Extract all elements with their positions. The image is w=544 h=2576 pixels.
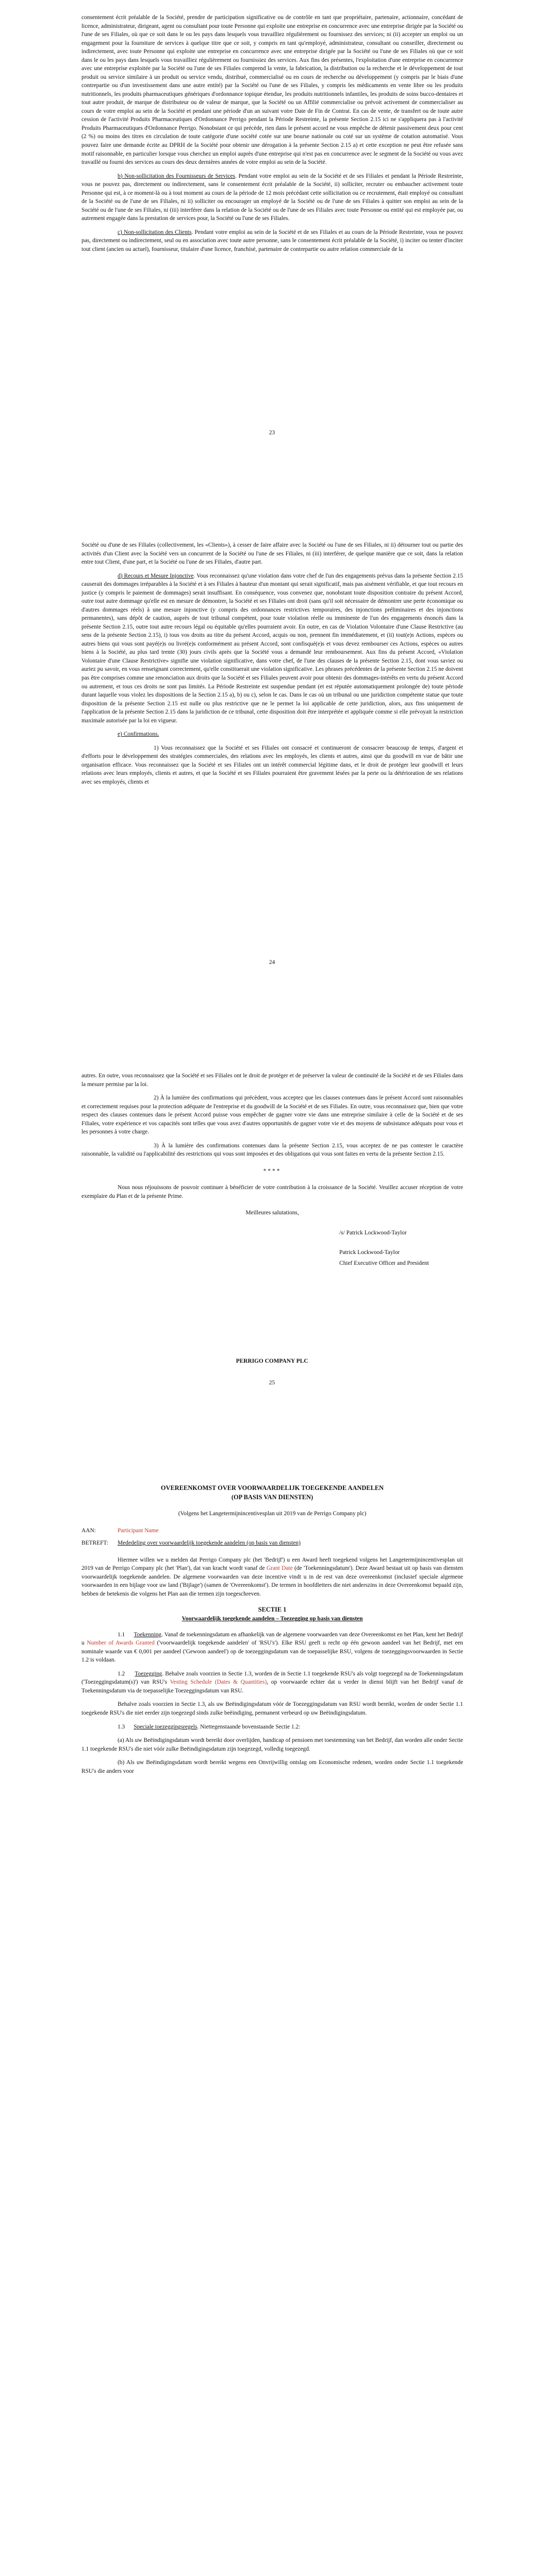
paragraph-1-1: 1.1 Toekenning. Vanaf de toekenningsdatum en afhankelijk van de algemene voorwaarden van deze Overeenkomst en het Plan, kent het Bedrijf u Number of Awards Granted ('voorwaardelijk toegekende aandelen' of 'RSU's'). Elke RSU geeft u recht op één gewoon aandeel van het Bedrijf, met een nominale waarde van € 0,001 per aandeel ('Gewoon aandeel') op de toezeggingsdatum van de toepasselijke RSU, volgens de toezeggingsvoorwaarden in Sectie 1.2 is voldaan. xyxy=(81,1631,464,1664)
paragraph-confirmations-heading xyxy=(81,730,463,739)
separator-stars: **** xyxy=(263,1167,282,1174)
heading: e) Confirmations. xyxy=(118,731,159,738)
paragraph: consentement écrit préalable de la Société, prendre de participation significative ou de contrôle en tant que propriétaire, partenaire, actionnaire, concédant de licence, administrateur, dirigeant, agent ou consultant pour toute Personne qui exploite une entreprise en concurrence avec une entreprise dirigée par la Société ou l'une de ses Filiales, où que ce soit dans le ou les pays dans lesquels vous travailliez régulièrement ou fournissez des services; ni (ii) accepter un emploi ou un engagement pour la fourniture de services à quelque titre que ce soit, y compris en tant qu'employé, administrateur, consultant ou conseiller, directement ou indirectement, avec toute Personne qui exploite une entreprise en concurrence avec une entreprise dirigée par la Société ou l'une de ses Filiales où que ce soit dans le ou les pays dans lesquels vous travailliez régulièrement ou fournissiez des services. Aux fins des présentes, l'exploitation d'une entreprise en concurrence avec une entreprise exploitée par la Société ou l'une de ses Filiales comprend la vente, la fabrication, la distribution ou la recherche et le développement de tout produit ou service similaire à un produit ou service vendu, distribué, commercialisé ou en cours de recherche ou développement (y compris par le biais d'une contrepartie ou d'un investissement dans une autre entité) par la Société ou l'une de ses Filiales, y compris les médicaments en vente libre ou les produits nutritionnels, les produits pharmaceutiques génériques d'ordonnance topique étendue, les produits nutritionnels infantiles, les produits de soins bucco-dentaires et tout autre produit, de marque de distributeur ou de valeur de marque, que la Société ou un Affilié commercialise ou prévoit activement de commercialiser au cours de votre emploi au sein de la Société et pendant une période d'un an suivant votre Date de Fin de Contrat. En cas de vente, de transfert ou de toute autre cession de l'activité Produits Pharmaceutiques d'Ordonnance Perrigo pendant la Période Restreinte, la présente Section 2.15 ici ne s'appliquera pas à l'activité Produits Pharmaceutiques d'Ordonnance Perrigo. Nonobstant ce qui précède, rien dans le présent accord ne vous empêche de détenir passivement deux pour cent (2 %) ou moins des titres en circulation de toute catégorie d'une société cotée sur une bourse nationale ou coté sur un système de cotation automatisé. Vous pouvez faire une demande écrite au DPRH de la Société pour obtenir une dérogation à la présente Section 2.15 a) et cette exception ne peut être refusée sans motif raisonnable, en particulier lorsque vous cherchez un emploi auprès d'une entreprise qui n'est pas en concurrence avec le segment de la Société ou vous avez travaillé ou fourni des services au cours des deux dernières années de votre emploi au sein de la Société. xyxy=(81,14,463,166)
plan-reference: (Volgens het Langetermijnincentivesplan uit 2019 van de Perrigo Company plc) xyxy=(178,1510,367,1517)
participant-name: Participant Name xyxy=(118,1527,159,1534)
paragraph: Behalve zoals voorzien in Sectie 1.3, als uw Beëindigingsdatum vóór de Toezeggingsdatum van RSU wordt bereikt, worden de onder Sectie 1.1 toegekende RSU's die niet eerder zijn toegezegd sinds zulke beëindiging, permanent verbeurd op uw Beëindigingsdatum. xyxy=(81,1701,463,1716)
signer-role: Chief Executive Officer and President xyxy=(339,1260,429,1266)
section-subheading: Voorwaardelijk toegekende aandelen – Toezegging op basis van diensten xyxy=(182,1616,363,1622)
paragraph: Société ou d'une de ses Filiales (collectivement, les «Clients»), à cesser de faire affaire avec la Société ou l'une de ses Filiales, ni ii) détourner tout ou partie des activités d'un Client avec la Société vers un concurrent de la Société ou l'une de ses Filiales, ni (iii) interférer, de quelque manière que ce soit, dans la relation entre tout Client, d'une part, et la Société ou l'une de ses Filiales, d'autre part. xyxy=(81,542,463,566)
agreement-subtitle: (OP BASIS VAN DIENSTEN) xyxy=(231,1493,314,1501)
section-heading: SECTIE 1 xyxy=(258,1606,287,1614)
page-number: 24 xyxy=(269,959,275,965)
paragraph-non-solicitation-clients: c) Non-sollicitation des Clients. Pendant votre emploi au sein de la Société et de ses Filiales et au cours de la Période Restreinte, vous ne pouvez pas, directement ou indirectement, seul ou en association avec toute autre personne, sans le consentement écrit préalable de la Société, i) inciter ou tenter d'inciter tout client (ancien ou actuel), fournisseur, titulaire d'une licence, franchisé, partenaire de contrepartie ou autre relation commerciale de la xyxy=(81,229,463,252)
paragraph-1-3-a: (a) Als uw Beëindigingsdatum wordt bereikt door overlijden, handicap of pensioen met toestemming van het Bedrijf, dan worden alle onder Sectie 1.1 toegekende RSU's die niet vóór zulke Beëindigingsdatum zijn toegezegd, volledig toegezegd. xyxy=(81,1737,463,1752)
vesting-schedule-field: Vesting Schedule (Dates & Quantities) xyxy=(170,1679,267,1686)
paragraph-1-3-b: (b) Als uw Beëindigingsdatum wordt bereikt wegens een Onvrijwillig ontslag om Economische redenen, worden onder Sectie 1.1 toegekende RSU's die anders voor xyxy=(81,1759,463,1774)
signer-name: Patrick Lockwood-Taylor xyxy=(339,1249,400,1256)
signature: /s/ Patrick Lockwood-Taylor xyxy=(339,1229,407,1236)
paragraph-1-2: 1.2 Toezegging. Behalve zoals voorzien in Sectie 1.3, worden de in Sectie 1.1 toegekende RSU's als volgt toegezegd na de Toekenningsdatum ('Toezeggingsdatum(s)') van RSU's Vesting Schedule (Dates & Quantities), op voorwaarde echter dat u verder in dienst blijft van het Bedrijf vanaf de Toekenningsdatum via de toepasselijke Toezeggingsdatum van RSU. xyxy=(81,1670,463,1694)
agreement-title: OVEREENKOMST OVER VOORWAARDELIJK TOEGEKENDE AANDELEN xyxy=(160,1484,384,1492)
grant-date-field: Grant Date xyxy=(266,1565,293,1572)
paragraph-1-3: 1.3 Speciale toezeggingsregels. Niettegenstaande bovenstaande Sectie 1.2: xyxy=(118,1723,301,1730)
paragraph: autres. En outre, vous reconnaissez que la Société et ses Filiales ont le droit de protéger et de préserver la valeur de continuité de la Société et de ses Filiales dans la mesure permise par la loi. xyxy=(81,1073,463,1088)
page-24-body xyxy=(81,541,463,791)
paragraph-remedies: d) Recours et Mesure Injonctive. Vous reconnaissez qu'une violation dans votre chef de l'un des engagements prévus dans la présente Section 2.15 causerait des dommages irréparables à la Société et à ses Filiales à hauteur d'un montant qui serait significatif, mais pas aisément vérifiable, et que tout recours en justice (y compris le paiement de dommages) serait insuffisant. En conséquence, vous convenez que, nonobstant toute disposition contraire du présent Accord, outre tout autre dommage qu'elle est en mesure de démontrer, la Société et ses Filiales ont droit (sans qu'il soit nécessaire de démontrer une perte économique ou d'autres dommages réels) à une mesure injonctive (y compris des ordonnances restrictives temporaires, des injonctions préliminaires et des injonctions permanentes), sans dépôt de caution, auprès de tout tribunal compétent, pour toute violation réelle ou imminente de l'un des engagements énoncés dans la présente Section 2.15, outre tout autre recours légal ou équitable qu'elles pourraient avoir. En outre, en cas de Violation Volontaire d'une Clause Restrictive (au sens de la présente Section 2.15), i) tous vos droits au titre du présent Accord, acquis ou non, prennent fin immédiatement, et (ii) tout(e)s Actions, espèces ou autres biens qui vous sont payé(e)s ou livré(e)s conformément au présent Accord, sont confisqué(e)s et vous devez rembourser ces Actions, espèces ou autres biens à la Société, au plus tard trente (30) jours civils après que la Société vous a demandé leur remboursement. Aux fins du présent Accord, «Violation Volontaire d'une Clause Restrictive» signifie une violation significative, dans votre chef, de l'une des clauses de la présente Section 2.15, dont vous saviez ou auriez pu savoir, en vous renseignant correctement, qu'elle constituerait une violation significative. Les phrases précédentes de la présente Section 2.15 ne doivent pas être comprises comme une renonciation aux droits que la Société et ses Filiales peuvent avoir pour obtenir des dommages-intérêts en vertu du présent Accord ou autrement, et tous ces droits ne sont pas limités. La Période Restreinte est suspendue pendant (et est réputée automatiquement prolongée de) toute période durant laquelle vous violez les dispositions de la Section 2.15 a), b) ou c), selon le cas. Dans le cas où un tribunal ou une juridiction compétente statue que toute disposition de la présente Section 2.15 est nulle ou plus restrictive que ne le permet la loi applicable de cette juridiction, alors, aux fins uniquement de l'application de la présente Section 2.15 dans la juridiction de ce tribunal, cette disposition doit être interprétée et appliquée comme si elle prévoyait la restriction maximale autorisée par la loi en vigueur. xyxy=(81,572,463,724)
subject-label: BETREFT: xyxy=(81,1540,108,1547)
paragraph: Nous nous réjouissons de pouvoir continuer à bénéficier de votre contribution à la croissance de la Société. Veuillez accuser réception de votre exemplaire du Plan et de la présente Prime. xyxy=(81,1184,463,1199)
page-number: 25 xyxy=(269,1380,275,1386)
awards-granted-field: Number of Awards Granted xyxy=(87,1640,155,1647)
paragraph: 3) À la lumière des confirmations contenues dans la présente Section 2.15, vous acceptez de ne pas contester le caractère raisonnable, la validité ou l'applicabilité des restrictions qui vous sont imposées et des obligations qui vous sont faites en vertu de la présente Section 2.15. xyxy=(81,1142,463,1158)
page-25-body xyxy=(81,1072,463,1270)
paragraph-text: . Pendant votre emploi au sein de la Société et de ses Filiales et pendant la Période Restreinte, vous ne pouvez pas, directement ou indirectement, sans le consentement écrit préalable de la Société, ii) solliciter, recruter ou embaucher activement toute Personne qui est, à ce moment-là ou à tout moment au cours de la période de 12 mois précédant cette sollicitation ou ce recrutement, était employé ou consultant de la Société ou de l'une de ses Filiales, ni ii) solliciter ou encourager un employé de la Société ou de l'une de ses Filiales à quitter son emploi au sein de la Société ou de l'une de ses Filiales, ni (iii) interférer dans la relation de la Société ou de l'une de ses Filiales avec toute Personne ou entité qui est employée par, ou autrement engagée dans la prestation de services pour, la Société ou l'une de ses Filiales. xyxy=(81,173,463,222)
paragraph: 1) Vous reconnaissez que la Société et ses Filiales ont consacré et continueront de consacrer beaucoup de temps, d'argent et d'efforts pour le développement des stratégies commerciales, des relations avec les employés, les clients et autres, ainsi que du goodwill en vue de bâtir une organisation efficace. Vous reconnaissez que la Société et ses Filiales ont un intérêt commercial légitime dans, et le droit de protéger leur goodwill et leurs relations avec leurs employés, clients et autres, et que la Société et ses Filiales pourraient être gravement lésées par la perte ou la détérioration de ses relations avec ses employés, clients et xyxy=(81,744,463,785)
closing: Meilleures salutations, xyxy=(245,1210,299,1216)
subject-value: Mededeling over voorwaardelijk toegekende aandelen (op basis van diensten) xyxy=(118,1540,301,1547)
subject-row xyxy=(81,1539,463,1548)
page-23-body xyxy=(81,13,463,259)
addressee-label: AAN: xyxy=(81,1527,96,1534)
company-name: PERRIGO COMPANY PLC xyxy=(236,1358,308,1364)
addressee-row xyxy=(81,1527,463,1535)
paragraph-intro: Hiermee willen we u melden dat Perrigo Company plc (het 'Bedrijf') u een Award heeft toegekend volgens het Langetermijnincentivesplan uit 2019 van de Perrigo Company plc (het 'Plan'), dat van kracht wordt vanaf de Grant Date (de 'Toekenningsdatum'). Deze Award bestaat uit op basis van diensten voorwaardelijk toegekende aandelen. De algemene voorwaarden van deze incentive vindt u in de rest van deze overeenkomst (inclusief speciale algemene voorwaarden in een bijlage voor uw land ('Bijlage') (samen de 'Overeenkomst'). De termen in hoofdletters die niet anderszins in deze Overeenkomst bepaald zijn, hebben de betekenis die volgens het Plan aan die termen zijn toegeschreven. xyxy=(81,1556,463,1597)
paragraph: 2) À la lumière des confirmations qui précèdent, vous acceptez que les clauses contenues dans le présent Accord sont raisonnables et correctement requises pour la protection adéquate de l'entreprise et du goodwill de la Société et de ses Filiales. En outre, vous reconnaissez que, bien que votre respect des clauses contenues dans le présent Accord puisse vous empêcher de gagner votre vie dans une entreprise similaire à celle de la Société et de ses Filiales, votre expérience et vos capacités sont telles que vous avez d'autres opportunités de gagner votre vie et des moyens de subsistance adéquats pour vous et les personnes à votre charge. xyxy=(81,1095,463,1136)
paragraph-non-solicitation-providers: b) Non-sollicitation des Fournisseurs de Services. Pendant votre emploi au sein de la Société et de ses Filiales et pendant la Période Restreinte, vous ne pouvez pas, directement ou indirectement, sans le consentement écrit préalable de la Société, ii) solliciter, recruter ou embaucher activement toute Personne qui est, à ce moment-là ou à tout moment au cours de la période de 12 mois précédant cette sollicitation ou ce recrutement, était employé ou consultant de la Société ou de l'une de ses Filiales, ni ii) solliciter ou encourager un employé de la Société ou de l'une de ses Filiales à quitter son emploi au sein de la Société ou de l'une de ses Filiales, ni (iii) interférer dans la relation de la Société ou de l'une de ses Filiales avec toute Personne ou entité qui est employée par, ou autrement engagée dans la prestation de services pour, la Société ou l'une de ses Filiales. xyxy=(81,173,463,222)
page-26-body xyxy=(81,1484,463,1781)
page-number: 23 xyxy=(269,430,275,436)
paragraph-text: . Vous reconnaissez qu'une violation dans votre chef de l'un des engagements prévus dans la présente Section 2.15 causerait des dommages irréparables à la Société et à ses Filiales à hauteur d'un montant qui serait significatif, mais pas aisément vérifiable, et que tout recours en justice (y compris le paiement de dommages) serait insuffisant. En conséquence, vous convenez que, nonobstant toute disposition contraire du présent Accord, outre tout autre dommage qu'elle est en mesure de démontrer, la Société et ses Filiales ont droit (sans qu'il soit nécessaire de démontrer une perte économique ou d'autres dommages réels) à une mesure injonctive (y compris des ordonnances restrictives temporaires, des injonctions préliminaires et des injonctions permanentes), sans dépôt de caution, auprès de tout tribunal compétent, pour toute violation réelle ou imminente de l'un des engagements énoncés dans la présente Section 2.15, outre tout autre recours légal ou équitable qu'elles pourraient avoir. En outre, en cas de Violation Volontaire d'une Clause Restrictive (au sens de la présente Section 2.15), i) tous vos droits au titre du présent Accord, acquis ou non, prennent fin immédiatement, et (ii) tout(e)s Actions, espèces ou autres biens qui vous sont payé(e)s ou livré(e)s conformément au présent Accord, sont confisqué(e)s et vous devez rembourser ces Actions, espèces ou autres biens à la Société, au plus tard trente (30) jours civils après que la Société vous a demandé leur remboursement. Aux fins du présent Accord, «Violation Volontaire d'une Clause Restrictive» signifie une violation significative, dans votre chef, de l'une des clauses de la présente Section 2.15, dont vous saviez ou auriez pu savoir, en vous renseignant correctement, qu'elle constituerait une violation significative. Les phrases précédentes de la présente Section 2.15 ne doivent pas être comprises comme une renonciation aux droits que la Société et ses Filiales peuvent avoir pour obtenir des dommages-intérêts en vertu du présent Accord ou autrement, et tous ces droits ne sont pas limités. La Période Restreinte est suspendue pendant (et est réputée automatiquement prolongée de) toute période durant laquelle vous violez les dispositions de la Section 2.15 a), b) ou c), selon le cas. Dans le cas où un tribunal ou une juridiction compétente statue que toute disposition de la présente Section 2.15 est nulle ou plus restrictive que ne le permet la loi applicable de cette juridiction, alors, aux fins uniquement de l'application de la présente Section 2.15 dans la juridiction de ce tribunal, cette disposition doit être interprétée et appliquée comme si elle prévoyait la restriction maximale autorisée par la loi en vigueur. xyxy=(81,572,463,724)
paragraph-text: . Pendant votre emploi au sein de la Société et de ses Filiales et au cours de la Période Restreinte, vous ne pouvez pas, directement ou indirectement, seul ou en association avec toute autre personne, sans le consentement écrit préalable de la Société, i) inciter ou tenter d'inciter tout client (ancien ou actuel), fournisseur, titulaire d'une licence, franchisé, partenaire de contrepartie ou autre relation commerciale de la xyxy=(81,229,463,252)
